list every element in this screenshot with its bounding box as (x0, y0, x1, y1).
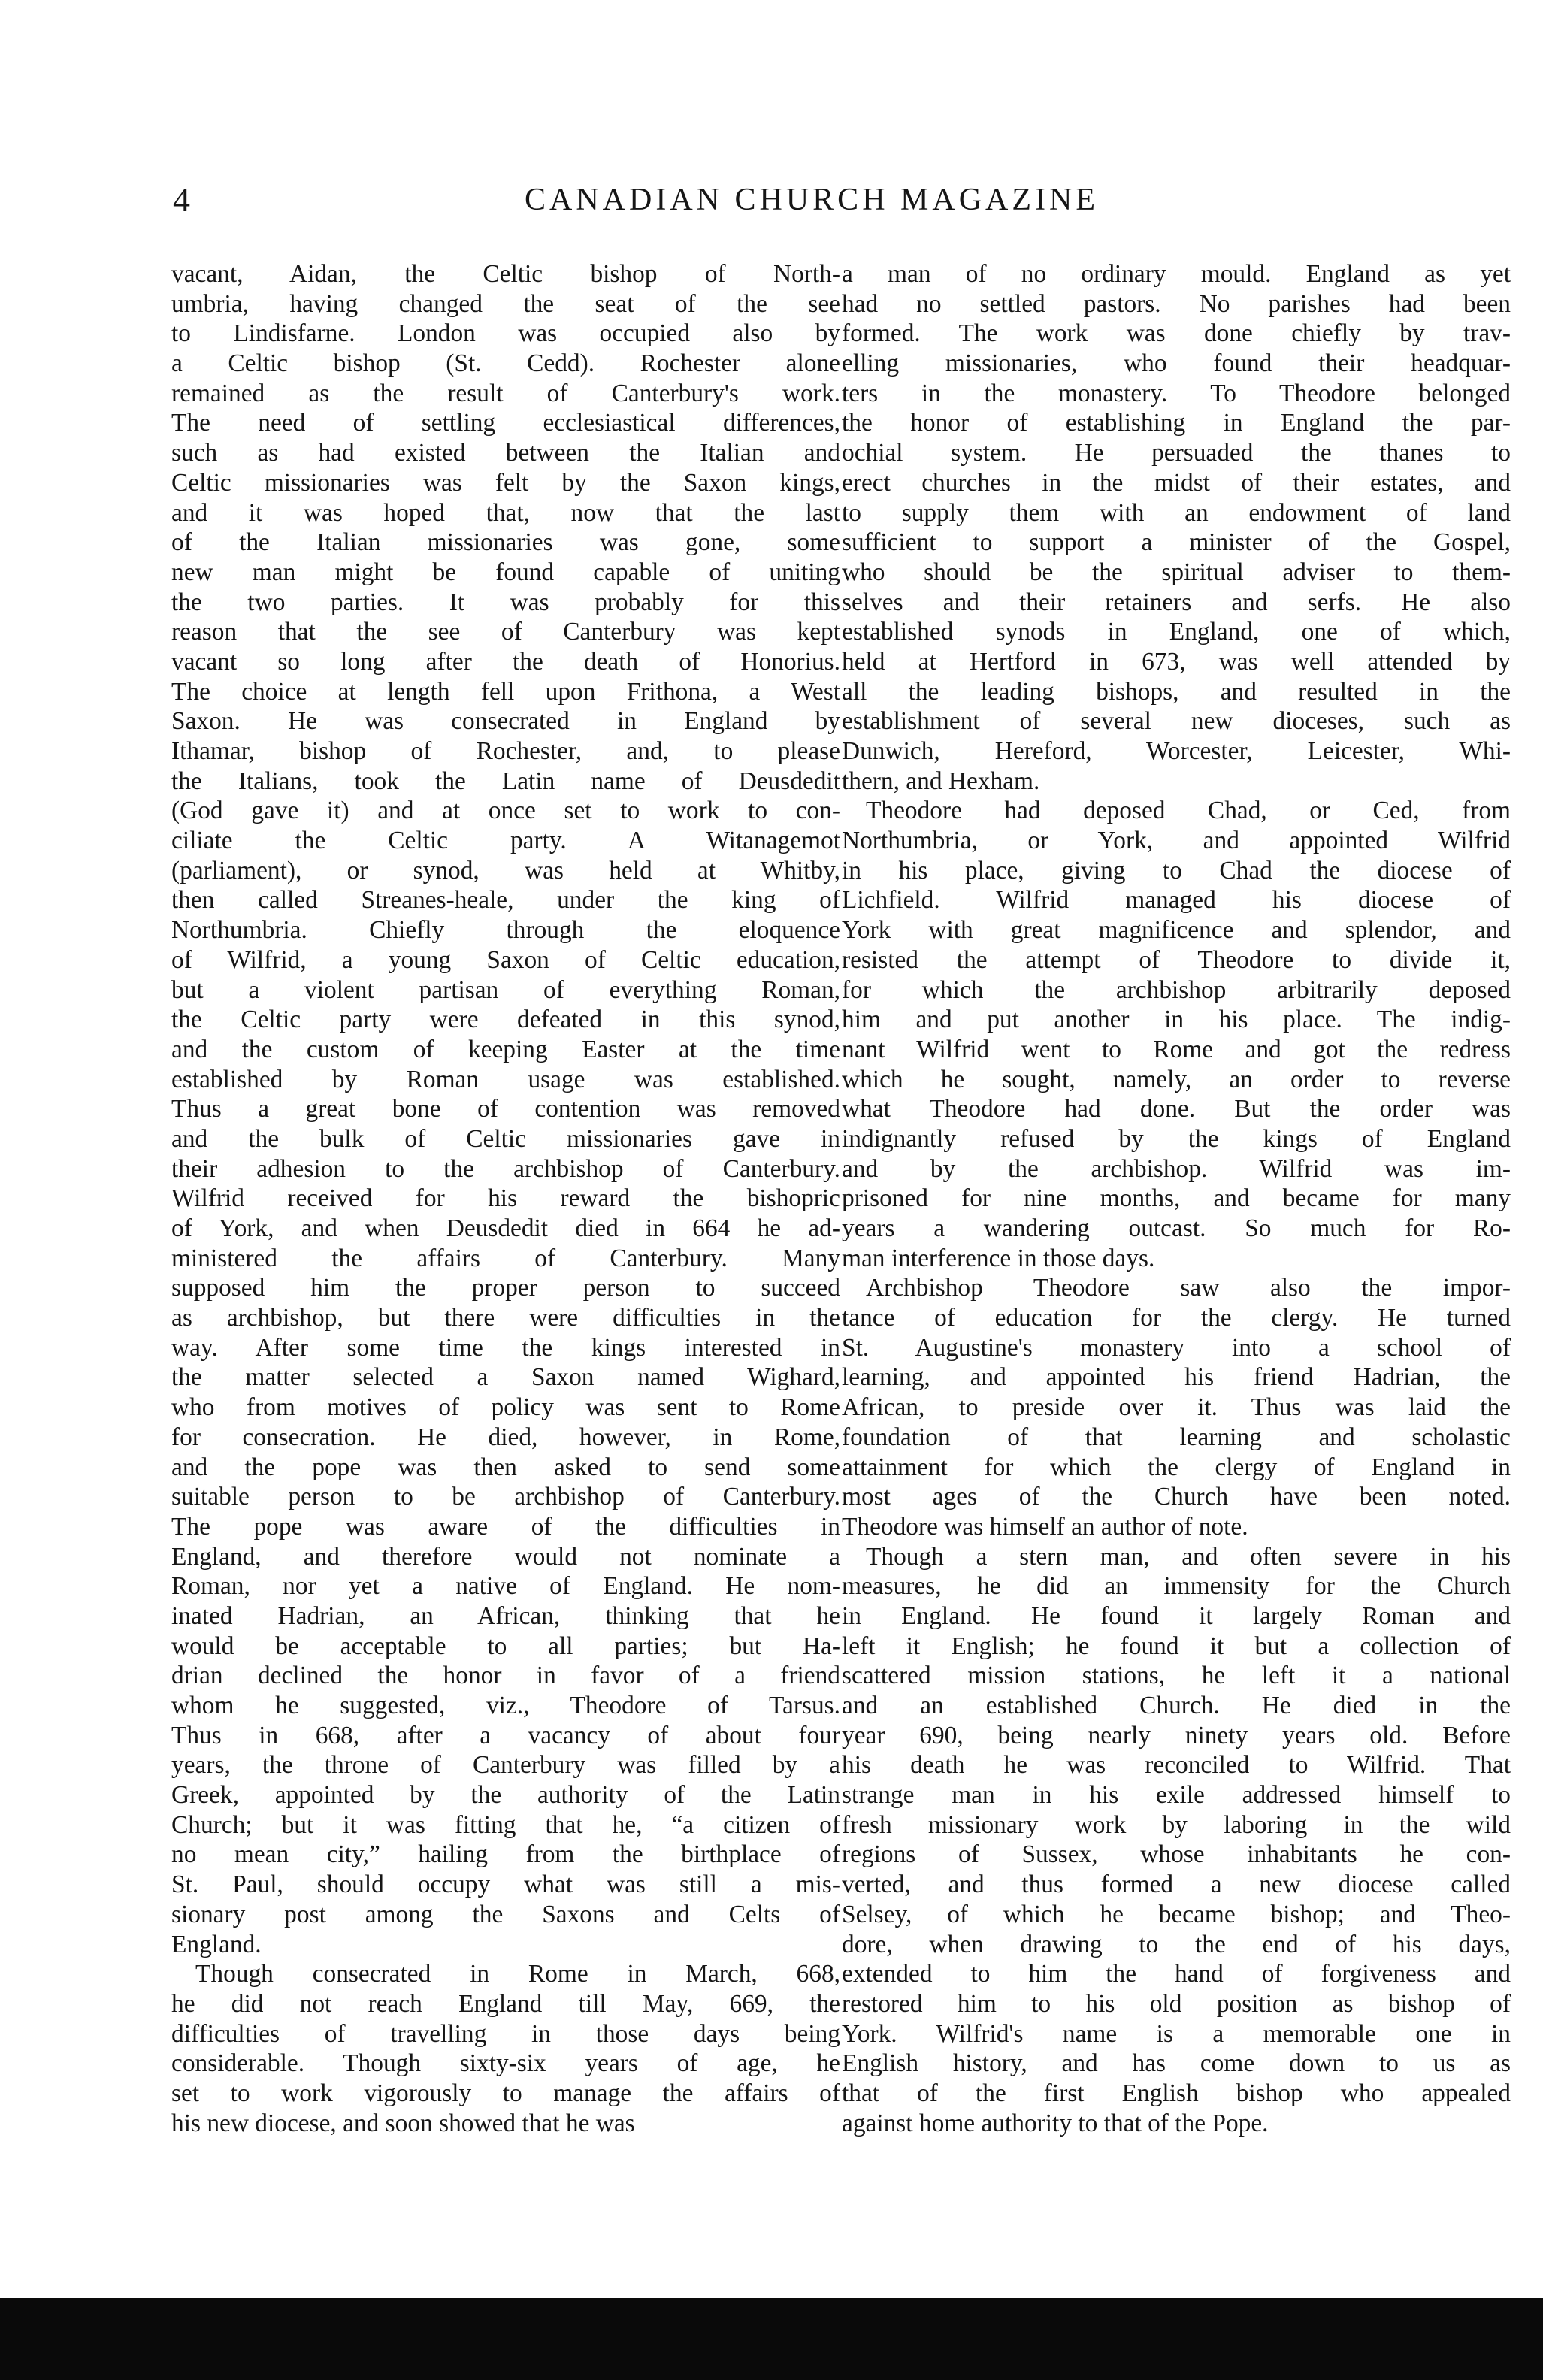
text-line: that of the first English bishop who appealed (842, 2079, 1511, 2107)
text-line: most ages of the Church have been noted. (842, 1483, 1511, 1511)
text-line: Ithamar, bishop of Rochester, and, to please (171, 737, 840, 765)
text-line: Wilfrid received for his reward the bishopric (171, 1184, 840, 1213)
text-line: a Celtic bishop (St. Cedd). Rochester alone (171, 349, 840, 378)
text-line: and the bulk of Celtic missionaries gave in (171, 1124, 840, 1153)
text-line: ministered the affairs of Canterbury. Many (171, 1244, 840, 1272)
text-line: tance of education for the clergy. He turned (842, 1304, 1511, 1332)
text-line: Theodore had deposed Chad, or Ced, from (866, 797, 1511, 825)
page-header (173, 177, 1451, 222)
running-head: CANADIAN CHURCH MAGAZINE (525, 183, 1099, 217)
text-line: in England. He found it largely Roman and (842, 1601, 1511, 1630)
text-line: of the Italian missionaries was gone, some (171, 528, 840, 557)
text-line: who from motives of policy was sent to Rome (171, 1393, 840, 1422)
scan-edge-band (0, 2298, 1543, 2380)
text-line: the honor of establishing in England the par- (842, 409, 1511, 437)
page-number: 4 (173, 180, 190, 219)
text-line: which he sought, namely, an order to reverse (842, 1065, 1511, 1093)
text-line: against home authority to that of the Pope. (842, 2109, 1269, 2137)
text-line: Dunwich, Hereford, Worcester, Leicester, Whi- (842, 737, 1511, 765)
text-line: Thus a great bone of contention was removed (171, 1095, 840, 1123)
text-line: verted, and thus formed a new diocese called (842, 1870, 1511, 1899)
text-line: way. After some time the kings interested in (171, 1333, 840, 1362)
text-line: Though consecrated in Rome in March, 668, (195, 1960, 840, 1988)
left-column (171, 259, 840, 2138)
text-line: considerable. Though sixty-six years of age, he (171, 2049, 840, 2078)
text-line: umbria, having changed the seat of the see (171, 289, 840, 318)
text-line: York with great magnificence and splendor, and (842, 916, 1511, 945)
text-line: Northumbria, or York, and appointed Wilfrid (842, 827, 1511, 855)
text-line: English history, and has come down to us as (842, 2049, 1511, 2078)
text-line: Northumbria. Chiefly through the eloquence (171, 916, 840, 945)
text-line: the Celtic party were defeated in this synod, (171, 1006, 840, 1034)
text-line: The need of settling ecclesiastical differences, (171, 409, 840, 437)
text-line: Though a stern man, and often severe in his (866, 1542, 1511, 1571)
text-line: St. Augustine's monastery into a school of (842, 1333, 1511, 1362)
text-line: and the pope was then asked to send some (171, 1453, 840, 1481)
text-line: Selsey, of which he became bishop; and Theo- (842, 1900, 1511, 1928)
text-line: to Lindisfarne. London was occupied also by (171, 319, 840, 348)
text-line: who should be the spiritual adviser to them- (842, 558, 1511, 586)
text-line: fresh missionary work by laboring in the wild (842, 1810, 1511, 1839)
text-line: Celtic missionaries was felt by the Saxon kings, (171, 468, 840, 497)
text-line: held at Hertford in 673, was well attended by (842, 647, 1511, 676)
text-line: (God gave it) and at once set to work to con- (171, 797, 840, 825)
text-line: drian declined the honor in favor of a friend (171, 1662, 840, 1690)
text-line: his new diocese, and soon showed that he was (171, 2109, 635, 2137)
text-line: Theodore was himself an author of note. (842, 1512, 1248, 1541)
text-line: established by Roman usage was established. (171, 1065, 840, 1093)
text-line: of Wilfrid, a young Saxon of Celtic education, (171, 945, 840, 974)
text-line: thern, and Hexham. (842, 767, 1040, 795)
text-line: supposed him the proper person to succeed (171, 1274, 840, 1302)
text-line: establishment of several new dioceses, such as (842, 707, 1511, 736)
text-line: strange man in his exile addressed himself to (842, 1781, 1511, 1810)
text-line: years a wandering outcast. So much for Ro- (842, 1214, 1511, 1242)
right-column (842, 259, 1511, 2138)
text-line: African, to preside over it. Thus was laid the (842, 1393, 1511, 1422)
text-line: sufficient to support a minister of the Gospel, (842, 528, 1511, 557)
text-line: indignantly refused by the kings of England (842, 1124, 1511, 1153)
text-line: what Theodore had done. But the order was (842, 1095, 1511, 1123)
text-line: elling missionaries, who found their headquar- (842, 349, 1511, 378)
text-line: ochial system. He persuaded the thanes to (842, 439, 1511, 467)
text-line: years, the throne of Canterbury was filled by a (171, 1751, 840, 1780)
text-line: St. Paul, should occupy what was still a mis- (171, 1870, 840, 1899)
text-line: and the custom of keeping Easter at the time (171, 1035, 840, 1063)
text-line: Lichfield. Wilfrid managed his diocese of (842, 886, 1511, 915)
text-line: regions of Sussex, whose inhabitants he con- (842, 1840, 1511, 1869)
text-line: the matter selected a Saxon named Wighard, (171, 1363, 840, 1392)
text-line: remained as the result of Canterbury's work. (171, 379, 840, 407)
text-line: for consecration. He died, however, in Rome, (171, 1423, 840, 1451)
text-line: would be acceptable to all parties; but Ha- (171, 1632, 840, 1660)
text-line: their adhesion to the archbishop of Canterbury. (171, 1154, 840, 1183)
text-line: formed. The work was done chiefly by trav- (842, 319, 1511, 348)
text-line: year 690, being nearly ninety years old. Before (842, 1721, 1511, 1749)
text-line: resisted the attempt of Theodore to divide it, (842, 945, 1511, 974)
text-line: Roman, nor yet a native of England. He nom- (171, 1572, 840, 1601)
text-line: set to work vigorously to manage the affairs of (171, 2079, 840, 2107)
text-line: restored him to his old position as bishop of (842, 1989, 1511, 2018)
text-line: then called Streanes-heale, under the king of (171, 886, 840, 915)
text-line: prisoned for nine months, and became for many (842, 1184, 1511, 1213)
text-line: his death he was reconciled to Wilfrid. That (842, 1751, 1511, 1780)
text-line: scattered mission stations, he left it a national (842, 1662, 1511, 1690)
text-line: York. Wilfrid's name is a memorable one in (842, 2019, 1511, 2048)
text-line: whom he suggested, viz., Theodore of Tarsus. (171, 1692, 840, 1719)
text-line: selves and their retainers and serfs. He also (842, 588, 1511, 616)
text-line: reason that the see of Canterbury was kept (171, 618, 840, 646)
text-line: attainment for which the clergy of England in (842, 1453, 1511, 1481)
text-line: as archbishop, but there were difficulties in the (171, 1304, 840, 1332)
text-line: ciliate the Celtic party. A Witanagemot (171, 827, 840, 855)
text-line: The pope was aware of the difficulties in (171, 1512, 840, 1541)
text-line: measures, he did an immensity for the Church (842, 1572, 1511, 1601)
text-line: in his place, giving to Chad the diocese of (842, 856, 1511, 885)
text-line: he did not reach England till May, 669, the (171, 1989, 840, 2018)
text-line: The choice at length fell upon Frithona, a West (171, 677, 840, 706)
text-line: of York, and when Deusdedit died in 664 he ad- (171, 1214, 840, 1242)
text-line: left it English; he found it but a collection of (842, 1632, 1511, 1660)
text-line: dore, when drawing to the end of his days, (842, 1930, 1511, 1958)
text-line: ters in the monastery. To Theodore belonged (842, 379, 1511, 407)
text-line: foundation of that learning and scholastic (842, 1423, 1511, 1451)
text-line: England, and therefore would not nominate a (171, 1542, 840, 1571)
text-line: a man of no ordinary mould. England as yet (842, 260, 1511, 288)
text-line: vacant so long after the death of Honorius. (171, 647, 840, 676)
text-line: Greek, appointed by the authority of the Latin (171, 1781, 840, 1810)
text-line: the two parties. It was probably for this (171, 588, 840, 616)
text-line: nant Wilfrid went to Rome and got the redress (842, 1035, 1511, 1063)
text-line: and by the archbishop. Wilfrid was im- (842, 1154, 1511, 1183)
text-line: to supply them with an endowment of land (842, 498, 1511, 527)
text-line: Thus in 668, after a vacancy of about four (171, 1721, 840, 1749)
text-line: inated Hadrian, an African, thinking that he (171, 1601, 840, 1630)
text-line: learning, and appointed his friend Hadrian, the (842, 1363, 1511, 1392)
text-line: new man might be found capable of uniting (171, 558, 840, 586)
text-line: but a violent partisan of everything Roman, (171, 975, 840, 1004)
text-line: Archbishop Theodore saw also the impor- (866, 1274, 1511, 1302)
text-line: man interference in those days. (842, 1244, 1155, 1272)
text-line: England. (171, 1930, 262, 1958)
text-line: and it was hoped that, now that the last (171, 498, 840, 527)
text-line: difficulties of travelling in those days being (171, 2019, 840, 2048)
text-line: no mean city,” hailing from the birthplace of (171, 1840, 840, 1869)
text-line: sionary post among the Saxons and Celts of (171, 1900, 840, 1928)
text-line: for which the archbishop arbitrarily deposed (842, 975, 1511, 1004)
text-line: and an established Church. He died in the (842, 1692, 1511, 1719)
text-line: erect churches in the midst of their estates, and (842, 468, 1511, 497)
text-line: had no settled pastors. No parishes had been (842, 289, 1511, 318)
text-line: (parliament), or synod, was held at Whitby, (171, 856, 840, 885)
text-line: such as had existed between the Italian and (171, 439, 840, 467)
text-line: suitable person to be archbishop of Canterbury. (171, 1483, 840, 1511)
text-line: Saxon. He was consecrated in England by (171, 707, 840, 736)
text-line: Church; but it was fitting that he, “a citizen of (171, 1810, 840, 1839)
text-line: all the leading bishops, and resulted in the (842, 677, 1511, 706)
text-line: the Italians, took the Latin name of Deusdedit (171, 767, 840, 795)
text-line: extended to him the hand of forgiveness and (842, 1960, 1511, 1988)
text-line: vacant, Aidan, the Celtic bishop of North- (171, 260, 840, 288)
text-line: established synods in England, one of which, (842, 618, 1511, 646)
text-line: him and put another in his place. The indig- (842, 1006, 1511, 1034)
